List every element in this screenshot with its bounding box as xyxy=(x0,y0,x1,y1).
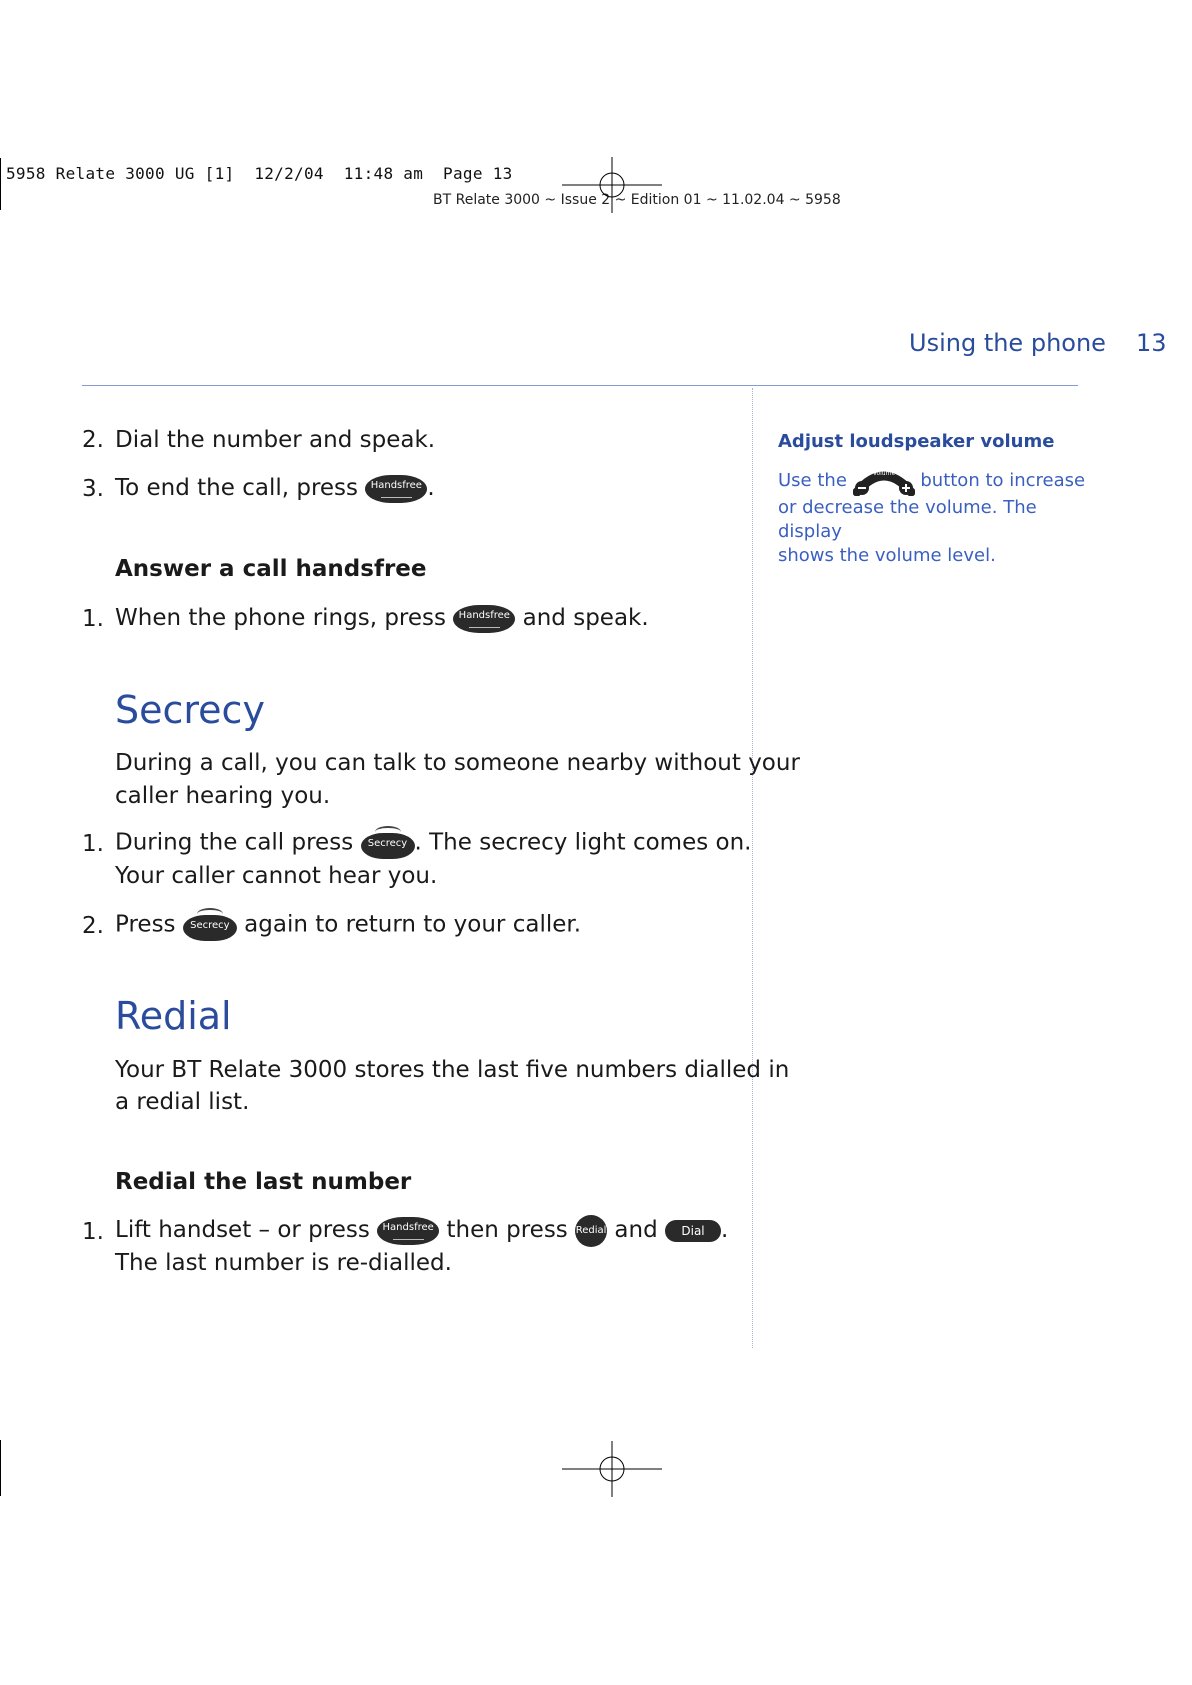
registration-mark-top xyxy=(562,157,662,213)
button-label: Dial xyxy=(681,1223,705,1238)
step-number: 2. xyxy=(82,913,104,939)
sidebar-text xyxy=(778,466,1086,568)
heading-secrecy: Secrecy xyxy=(115,688,265,732)
step-text-after: . The secrecy light comes on. xyxy=(414,829,752,856)
sidebar-text-before: Use the xyxy=(778,470,847,491)
step-text-before: To end the call, press xyxy=(115,475,359,501)
secrecy-button-icon xyxy=(183,908,237,942)
button-label: Secrecy xyxy=(190,920,230,931)
secrecy-body-line2: caller hearing you. xyxy=(115,783,331,809)
step-text-after: again to return to your caller. xyxy=(244,911,582,938)
step-text-and: and xyxy=(614,1217,658,1243)
step-text-before: When the phone rings, press xyxy=(115,605,446,631)
step-text-after: . xyxy=(427,475,435,501)
step-text-after: . xyxy=(721,1217,729,1243)
step-text xyxy=(115,826,751,860)
step-text-after: and speak. xyxy=(522,605,649,631)
handsfree-button-icon xyxy=(365,475,427,503)
step-text xyxy=(115,602,649,635)
button-label: Handsfree xyxy=(458,609,510,621)
redial-button-icon xyxy=(575,1215,607,1247)
sidebar-text-line3: shows the volume level. xyxy=(778,545,996,566)
redial-body-line1: Your BT Relate 3000 stores the last five numbers dialled in xyxy=(115,1057,790,1083)
sidebar-heading: Adjust loudspeaker volume xyxy=(778,431,1055,452)
registration-mark-bottom xyxy=(562,1441,662,1497)
step-text-before: Press xyxy=(115,911,176,938)
step-text: Dial the number and speak. xyxy=(115,427,436,453)
step-number: 1. xyxy=(82,606,104,632)
crop-mark-top-left xyxy=(0,158,1,210)
print-slug: 5958 Relate 3000 UG [1] 12/2/04 11:48 am Page 13 xyxy=(6,164,513,183)
heading-redial: Redial xyxy=(115,994,232,1038)
step-number: 1. xyxy=(82,831,104,857)
button-label: Redial xyxy=(575,1224,607,1236)
button-label: Handsfree xyxy=(382,1221,434,1233)
step-number: 1. xyxy=(82,1219,104,1245)
header-rule xyxy=(82,385,1078,386)
volume-button-label: Volume xyxy=(872,470,895,477)
handsfree-button-icon xyxy=(377,1217,439,1245)
sidebar-text-line2: or decrease the volume. The display xyxy=(778,497,1037,542)
redial-body-line2: a redial list. xyxy=(115,1089,250,1115)
step-text xyxy=(115,472,435,505)
volume-button-icon xyxy=(853,466,915,496)
secrecy-button-icon xyxy=(361,826,415,860)
step-number: 3. xyxy=(82,476,104,502)
handsfree-button-icon xyxy=(453,605,515,633)
page-number: 13 xyxy=(1136,329,1167,357)
column-divider xyxy=(752,388,753,1348)
section-title: Using the phone xyxy=(909,329,1106,357)
step-text xyxy=(115,908,581,942)
dial-button-icon xyxy=(665,1220,721,1242)
button-label: Handsfree xyxy=(370,479,422,491)
step-text-line2: Your caller cannot hear you. xyxy=(115,863,438,889)
step-text xyxy=(115,1214,728,1247)
step-text-before: Lift handset – or press xyxy=(115,1217,370,1243)
step-text-line2: The last number is re-dialled. xyxy=(115,1250,452,1276)
secrecy-body-line1: During a call, you can talk to someone nearby without your xyxy=(115,750,800,776)
sidebar-text-after: button to increase xyxy=(920,470,1086,491)
button-label: Secrecy xyxy=(367,838,408,849)
step-text-mid: then press xyxy=(446,1217,568,1243)
step-number: 2. xyxy=(82,427,104,453)
crop-mark-bottom-left xyxy=(0,1440,1,1496)
edition-line: BT Relate 3000 ~ Issue 2 ~ Edition 01 ~ 11.02.04 ~ 5958 xyxy=(433,192,841,208)
step-text-before: During the call press xyxy=(115,829,354,856)
subheading-redial-last-number: Redial the last number xyxy=(115,1169,412,1195)
subheading-answer-handsfree: Answer a call handsfree xyxy=(115,556,427,582)
